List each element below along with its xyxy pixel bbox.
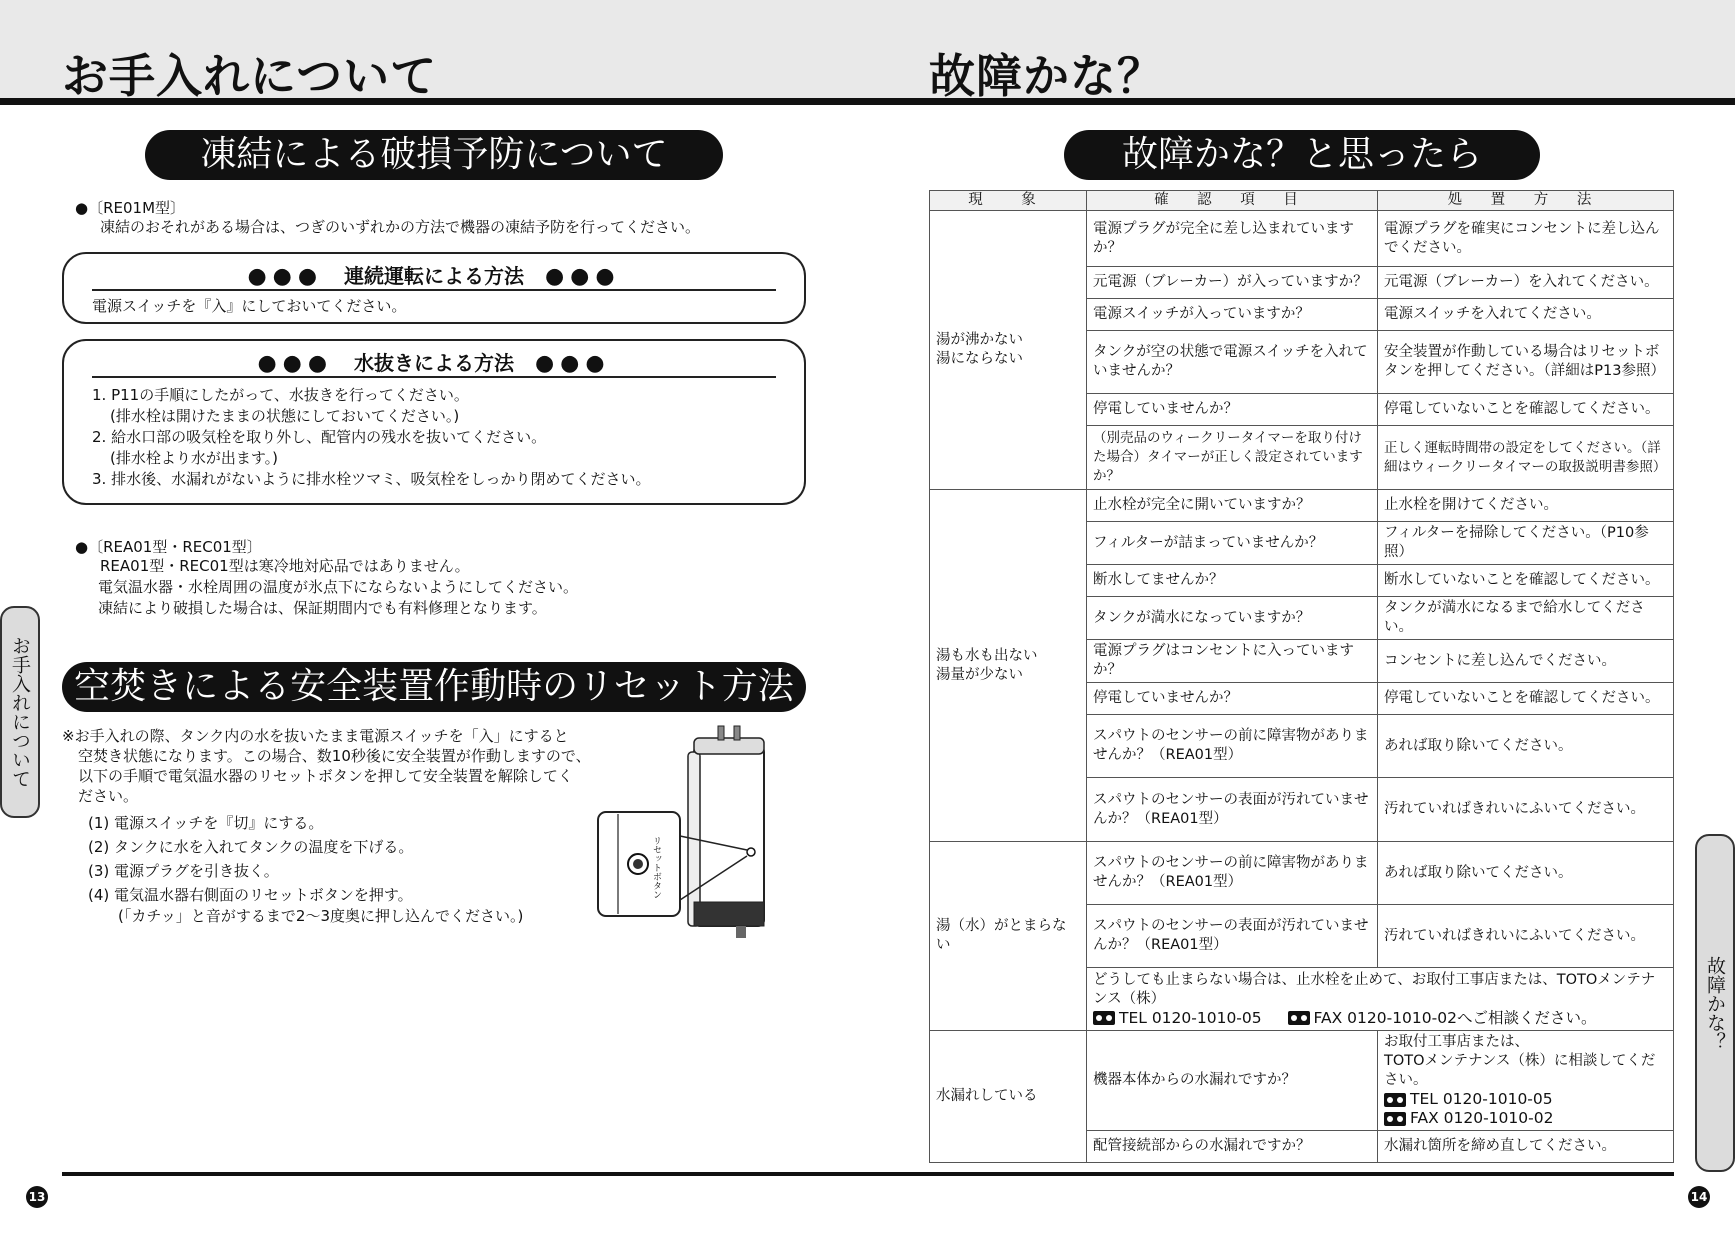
box-rule xyxy=(92,289,776,291)
action-cell: 元電源（ブレーカー）を入れてください。 xyxy=(1378,267,1674,299)
header-symptom: 現 象 xyxy=(930,191,1087,211)
drain-step: 2. 給水口部の吸気栓を取り外し、配管内の残水を抜いてください。 xyxy=(92,428,547,446)
action-cell: 断水していないことを確認してください。 xyxy=(1378,565,1674,597)
fax-number: FAX 0120-1010-02 xyxy=(1410,1109,1554,1127)
check-cell: スパウトのセンサーの前に障害物がありませんか？（REA01型） xyxy=(1087,842,1378,905)
reset-step: (4) 電気温水器右側面のリセットボタンを押す。 xyxy=(88,886,413,904)
bullet-rea01-head: ●〔REA01型・REC01型〕 xyxy=(75,538,262,556)
drain-step: 1. P11の手順にしたがって、水抜きを行ってください。 xyxy=(92,386,469,404)
continuous-operation-text: 電源スイッチを『入』にしておいてください。 xyxy=(92,297,407,315)
check-cell: 元電源（ブレーカー）が入っていますか？ xyxy=(1087,267,1378,299)
action-cell: 停電していないことを確認してください。 xyxy=(1378,683,1674,715)
reset-note-line: ※お手入れの際、タンク内の水を抜いたまま電源スイッチを「入」にすると xyxy=(62,727,569,745)
dots-left: ●●● xyxy=(247,264,324,289)
bullet-rea01-line: REA01型・REC01型は寒冷地対応品ではありません。 xyxy=(100,557,470,575)
check-cell: タンクが満水になっていますか？ xyxy=(1087,597,1378,640)
bullet-rea01-line: 電気温水器・水栓周囲の温度が氷点下にならないようにしてください。 xyxy=(98,578,579,596)
check-cell: （別売品のウィークリータイマーを取り付けた場合）タイマーが正しく設定されていますか？ xyxy=(1087,426,1378,490)
drain-method-title: 水抜きによる方法 xyxy=(354,351,514,375)
action-cell: 正しく運転時間帯の設定をしてください。（詳細はウィークリータイマーの取扱説明書参照） xyxy=(1378,426,1674,490)
symptom-no-water: 湯も水も出ない 湯量が少ない xyxy=(930,490,1087,842)
table-row xyxy=(930,1031,1674,1131)
heater-body xyxy=(688,726,764,938)
table-row xyxy=(930,211,1674,267)
action-line: TOTOメンテナンス（株）に相談してください。 xyxy=(1384,1053,1656,1088)
action-cell: 安全装置が作動している場合はリセットボタンを押してください。（詳細はP13参照） xyxy=(1378,331,1674,394)
symptom-no-hot-water: 湯が沸かない 湯にならない xyxy=(930,211,1087,490)
bullet-re01m-head: ●〔RE01M型〕 xyxy=(75,199,186,217)
check-cell: 止水栓が完全に開いていますか？ xyxy=(1087,490,1378,522)
phone-icon xyxy=(1093,1011,1115,1025)
drain-step-note: (排水栓より水が出ます。) xyxy=(110,449,279,467)
side-tab-trouble[interactable]: 故障かな？ xyxy=(1695,834,1735,1172)
fax-number: FAX 0120-1010-02 xyxy=(1313,1008,1457,1027)
check-cell: スパウトのセンサーの表面が汚れていませんか？（REA01型） xyxy=(1087,905,1378,968)
reset-note-line: 以下の手順で電気温水器のリセットボタンを押して安全装置を解除してく xyxy=(78,767,573,785)
action-cell: コンセントに差し込んでください。 xyxy=(1378,640,1674,683)
check-cell: 停電していませんか？ xyxy=(1087,394,1378,426)
side-tab-maintenance[interactable]: お手入れについて xyxy=(0,606,40,818)
drain-step: 3. 排水後、水漏れがないように排水栓ツマミ、吸気栓をしっかり閉めてください。 xyxy=(92,470,651,488)
dots-left: ●●● xyxy=(257,351,334,376)
continuous-operation-title: 連続運転による方法 xyxy=(344,264,524,288)
check-cell: スパウトのセンサーの表面が汚れていませんか？（REA01型） xyxy=(1087,778,1378,842)
header-check: 確 認 項 目 xyxy=(1087,191,1378,211)
check-cell: 機器本体からの水漏れですか？ xyxy=(1087,1031,1378,1131)
page-number-left: 13 xyxy=(26,1186,48,1208)
action-cell: 電源プラグを確実にコンセントに差し込んでください。 xyxy=(1378,211,1674,267)
fax-icon xyxy=(1288,1011,1310,1025)
page-number-right: 14 xyxy=(1688,1186,1710,1208)
action-cell: 電源スイッチを入れてください。 xyxy=(1378,299,1674,331)
reset-step: (1) 電源スイッチを『切』にする。 xyxy=(88,814,324,832)
troubleshooting-table xyxy=(929,190,1674,1163)
merged-note-suffix: へご相談ください。 xyxy=(1456,1008,1597,1027)
action-cell: フィルターを掃除してください。（P10参照） xyxy=(1378,522,1674,565)
table-row xyxy=(930,490,1674,522)
action-cell: あれば取り除いてください。 xyxy=(1378,842,1674,905)
action-cell: あれば取り除いてください。 xyxy=(1378,715,1674,778)
section-title-freeze: 凍結による破損予防について xyxy=(145,130,723,180)
drain-method-box xyxy=(62,339,806,505)
header-action: 処 置 方 法 xyxy=(1378,191,1674,211)
check-cell: 配管接続部からの水漏れですか？ xyxy=(1087,1131,1378,1163)
tel-number: TEL 0120-1010-05 xyxy=(1410,1090,1553,1108)
dots-right: ●●● xyxy=(534,351,611,376)
table-header-row xyxy=(930,191,1674,211)
action-cell: 汚れていればきれいにふいてください。 xyxy=(1378,905,1674,968)
merged-note-line1: どうしても止まらない場合は、止水栓を止めて、お取付工事店または、TOTOメンテナンス（株） xyxy=(1093,971,1656,1007)
bullet-re01m-text: 凍結のおそれがある場合は、つぎのいずれかの方法で機器の凍結予防を行ってください。 xyxy=(100,218,701,236)
box-rule xyxy=(92,376,776,378)
merged-note-cell xyxy=(1087,968,1674,1031)
action-cell xyxy=(1378,1031,1674,1131)
reset-note-line: 空焚き状態になります。この場合、数10秒後に安全装置が作動しますので、 xyxy=(78,747,591,765)
dots-right: ●●● xyxy=(544,264,621,289)
symptom-wont-stop: 湯（水）がとまらない xyxy=(930,842,1087,1031)
action-line: お取付工事店または、 xyxy=(1384,1034,1529,1050)
section-title-reset: 空焚きによる安全装置作動時のリセット方法 xyxy=(62,662,806,712)
table-row xyxy=(930,842,1674,905)
check-cell: 停電していませんか？ xyxy=(1087,683,1378,715)
continuous-operation-box xyxy=(62,252,806,324)
reset-step-note: (「カチッ」と音がするまで2〜3度奥に押し込んでください。) xyxy=(118,907,524,925)
bottom-rule xyxy=(62,1172,1674,1176)
check-cell: 電源スイッチが入っていますか？ xyxy=(1087,299,1378,331)
check-cell: フィルターが詰まっていませんか？ xyxy=(1087,522,1378,565)
action-cell: 水漏れ箇所を締め直してください。 xyxy=(1378,1131,1674,1163)
action-cell: タンクが満水になるまで給水してください。 xyxy=(1378,597,1674,640)
reset-button-label: リセットボタン xyxy=(651,836,661,899)
page-title-left: お手入れについて xyxy=(62,49,438,103)
check-cell: 電源プラグはコンセントに入っていますか？ xyxy=(1087,640,1378,683)
check-cell: 電源プラグが完全に差し込まれていますか？ xyxy=(1087,211,1378,267)
action-cell: 汚れていればきれいにふいてください。 xyxy=(1378,778,1674,842)
action-cell: 止水栓を開けてください。 xyxy=(1378,490,1674,522)
reset-note-line: ださい。 xyxy=(78,787,139,805)
drain-step-note: (排水栓は開けたままの状態にしておいてください。) xyxy=(110,407,460,425)
symptom-leak: 水漏れしている xyxy=(930,1031,1087,1163)
check-cell: スパウトのセンサーの前に障害物がありませんか？（REA01型） xyxy=(1087,715,1378,778)
phone-icon xyxy=(1384,1093,1406,1107)
page-title-right: 故障かな？ xyxy=(929,49,1164,103)
tel-number: TEL 0120-1010-05 xyxy=(1119,1008,1262,1027)
check-cell: 断水してませんか？ xyxy=(1087,565,1378,597)
fax-icon xyxy=(1384,1112,1406,1126)
water-heater-diagram xyxy=(596,724,776,946)
action-cell: 停電していないことを確認してください。 xyxy=(1378,394,1674,426)
bullet-rea01-line: 凍結により破損した場合は、保証期間内でも有料修理となります。 xyxy=(98,599,547,617)
reset-step: (2) タンクに水を入れてタンクの温度を下げる。 xyxy=(88,838,414,856)
section-title-trouble: 故障かな？と思ったら xyxy=(1064,130,1540,180)
check-cell: タンクが空の状態で電源スイッチを入れていませんか？ xyxy=(1087,331,1378,394)
reset-step: (3) 電源プラグを引き抜く。 xyxy=(88,862,279,880)
